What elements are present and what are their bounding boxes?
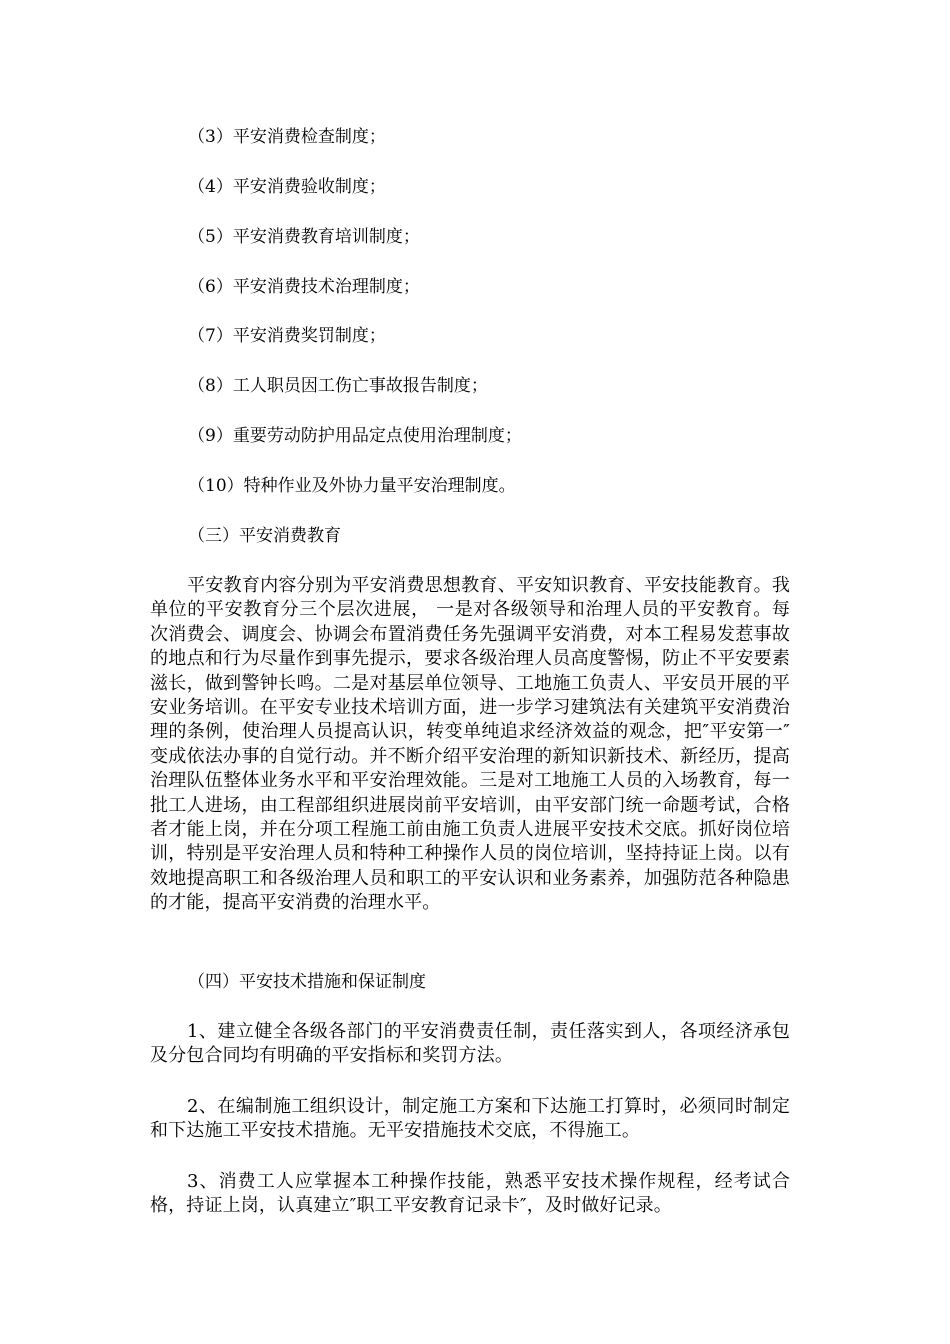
- list-item-reward-penalty: （7）平安消费奖罚制度；: [188, 326, 386, 346]
- paragraph-measure-3: 3、消费工人应掌握本工种操作技能，熟悉平安技术操作规程，经考试合格，持证上岗，认真建立″职工平安教育记录卡″，及时做好记录。: [150, 1171, 790, 1217]
- list-item-accident-reporting: （8）工人职员因工伤亡事故报告制度；: [188, 376, 488, 396]
- list-item-safety-inspection: （3）平安消费检查制度；: [188, 127, 386, 147]
- list-item-special-operations: （10）特种作业及外协力量平安治理制度。: [188, 476, 516, 496]
- section-heading-technical-measures: （四）平安技术措施和保证制度: [188, 972, 426, 992]
- list-item-protective-equipment: （9）重要劳动防护用品定点使用治理制度；: [188, 426, 522, 446]
- list-item-safety-acceptance: （4）平安消费验收制度；: [188, 177, 386, 197]
- paragraph-measure-2: 2、在编制施工组织设计，制定施工方案和下达施工打算时，必须同时制定和下达施工平安技术措施。无平安措施技术交底，不得施工。: [150, 1096, 790, 1142]
- list-item-safety-training: （5）平安消费教育培训制度；: [188, 227, 420, 247]
- section-heading-safety-education: （三）平安消费教育: [188, 526, 341, 546]
- paragraph-safety-education: 平安教育内容分别为平安消费思想教育、平安知识教育、平安技能教育。我单位的平安教育分三个层次进展， 一是对各级领导和治理人员的平安教育。每次消费会、调度会、协调会布置消费任务先强调平安消费，对本工程易发惹事故的地点和行为尽量作到事先提示，要求各级治理人员高度警惕，防止不平安要素滋长，做到警钟长鸣。二是对基层单位领导、工地施工负责人、平安员开展的平安业务培训。在平安专业技术培训方面，进一步学习建筑法有关建筑平安消费治理的条例，使治理人员提高认识，转变单纯追求经济效益的观念，把″平安第一″变成依法办事的自觉行动。并不断介绍平安治理的新知识新技术、新经历，提高治理队伍整体业务水平和平安治理效能。三是对工地施工人员的入场教育，每一批工人进场，由工程部组织进展岗前平安培训，由平安部门统一命题考试，合格者才能上岗，并在分项工程施工前由施工负责人进展平安技术交底。抓好岗位培训，特别是平安治理人员和特种工种操作人员的岗位培训，坚持持证上岗。以有效地提高职工和各级治理人员和职工的平安认识和业务素养，加强防范各种隐患的才能，提高平安消费的治理水平。: [150, 575, 790, 914]
- paragraph-measure-1: 1、建立健全各级各部门的平安消费责任制，责任落实到人，各项经济承包及分包合同均有明确的平安指标和奖罚方法。: [150, 1021, 790, 1067]
- list-item-safety-technical-management: （6）平安消费技术治理制度；: [188, 277, 420, 297]
